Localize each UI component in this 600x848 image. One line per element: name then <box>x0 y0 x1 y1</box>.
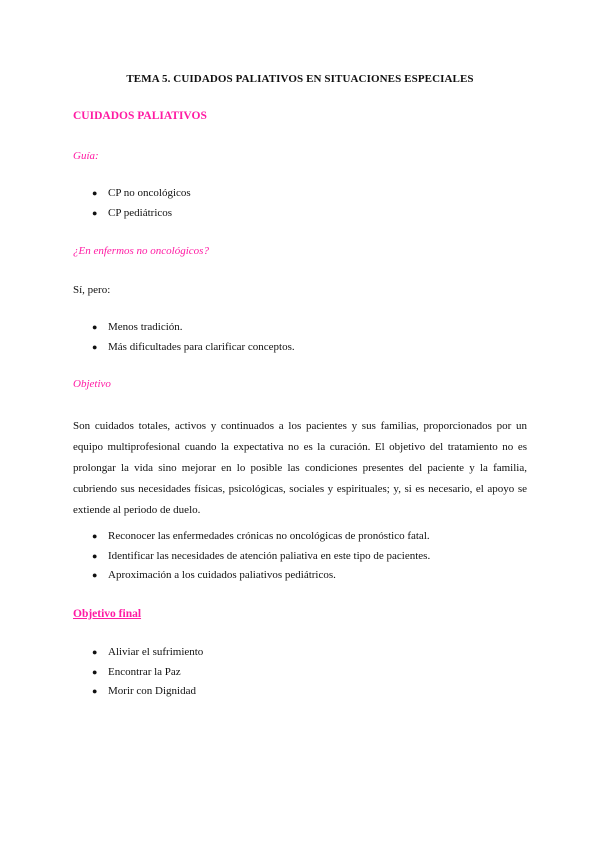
bullet-icon: ● <box>92 531 98 541</box>
question-answer: Sí, pero: <box>73 284 111 296</box>
list-item: ● Aproximación a los cuidados paliativos pediátricos. <box>92 566 430 586</box>
list-item: ● Encontrar la Paz <box>92 663 203 683</box>
objetivo-paragraph: Son cuidados totales, activos y continuados a los pacientes y sus familias, proporcionados por un equipo multiprofesional cuando la expectativa no es la curación. El objetivo del tratamiento no es prolongar la vida sino mejorar en lo posible las condiciones presentes del paciente y la familia, cubriendo sus necesidades físicas, psicológicas, sociales y espirituales; y, si es necesario, el apoyo se extiende al periodo de duelo. <box>73 420 527 516</box>
bullet-icon: ● <box>92 188 98 198</box>
list-item: ● Reconocer las enfermedades crónicas no oncológicas de pronóstico fatal. <box>92 527 430 547</box>
list-item: ● Morir con Dignidad <box>92 682 203 702</box>
list-item: ● CP pediátricos <box>92 204 191 224</box>
question-label: ¿En enfermos no oncológicos? <box>73 245 209 257</box>
question-list <box>92 318 295 357</box>
objetivo-final-heading: Objetivo final <box>73 608 142 620</box>
objetivo-final-list <box>92 643 203 702</box>
list-item: ● CP no oncológicos <box>92 184 191 204</box>
bullet-icon: ● <box>92 322 98 332</box>
bullet-icon: ● <box>92 550 98 561</box>
bullet-icon: ● <box>92 570 98 580</box>
bullet-icon: ● <box>92 647 98 657</box>
objetivo-list <box>92 527 430 586</box>
list-item: ● Más dificultades para clarificar conceptos. <box>92 338 295 358</box>
list-item: ● Identificar las necesidades de atención paliativa en este tipo de pacientes. <box>92 547 430 567</box>
bullet-icon: ● <box>92 666 98 677</box>
document-title: TEMA 5. CUIDADOS PALIATIVOS EN SITUACIONES ESPECIALES <box>126 73 474 85</box>
guia-list <box>92 184 191 223</box>
guia-label: Guía: <box>73 150 99 162</box>
bullet-icon: ● <box>92 207 98 218</box>
list-item: ● Aliviar el sufrimiento <box>92 643 203 663</box>
bullet-icon: ● <box>92 686 98 696</box>
list-item: ● Menos tradición. <box>92 318 295 338</box>
bullet-icon: ● <box>92 341 98 352</box>
section-heading: CUIDADOS PALIATIVOS <box>73 110 207 122</box>
objetivo-label: Objetivo <box>73 378 111 390</box>
